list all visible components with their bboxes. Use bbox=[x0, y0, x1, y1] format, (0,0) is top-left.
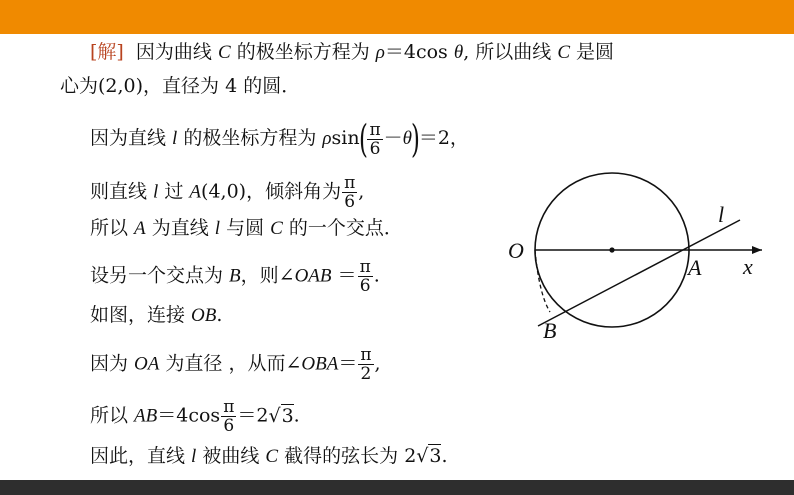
text: 心为(2,0)，直径为 4 的圆． bbox=[60, 75, 301, 97]
var-c: C bbox=[270, 218, 283, 239]
text: 如图，连接 bbox=[90, 304, 192, 326]
text: ＝2， bbox=[418, 127, 469, 149]
dashed-segment-ob bbox=[535, 250, 550, 312]
top-accent-bar bbox=[0, 0, 794, 34]
text: ＝4cos bbox=[157, 404, 221, 427]
text: . bbox=[441, 445, 448, 467]
text: 所以 bbox=[90, 404, 135, 427]
text: 为直线 bbox=[145, 217, 215, 239]
text: ＝2 bbox=[237, 404, 269, 427]
solution-line-6 bbox=[90, 258, 380, 295]
var-a: A bbox=[134, 218, 146, 239]
text: 因为 bbox=[90, 352, 135, 375]
fraction bbox=[367, 121, 382, 158]
solution-line-5 bbox=[90, 216, 403, 241]
sqrt-symbol: √ bbox=[268, 404, 281, 427]
fraction-denominator: 6 bbox=[369, 138, 381, 159]
var-oa: OA bbox=[134, 353, 160, 375]
text: 的一个交点． bbox=[282, 217, 403, 239]
text: , 所以曲线 bbox=[463, 41, 558, 63]
var-l: l bbox=[214, 218, 221, 239]
text: 为直径 ，从而∠ bbox=[159, 352, 302, 375]
text: 因为直线 bbox=[90, 127, 173, 149]
text: ＝ bbox=[331, 264, 357, 287]
sqrt bbox=[268, 404, 293, 428]
var-a: A bbox=[189, 181, 202, 203]
text: 是圆 bbox=[570, 41, 615, 63]
var-ob: OB bbox=[191, 305, 217, 326]
fraction-numerator: π bbox=[359, 257, 371, 277]
bottom-bar bbox=[0, 480, 794, 495]
var-ab: AB bbox=[134, 405, 158, 427]
var-l: l bbox=[153, 181, 159, 203]
var-theta: θ bbox=[453, 42, 464, 63]
var-rho: ρ bbox=[322, 128, 332, 149]
label-a: A bbox=[688, 255, 702, 280]
fraction-denominator: 6 bbox=[344, 192, 356, 212]
text: 则直线 bbox=[90, 180, 154, 203]
text: . bbox=[216, 304, 223, 326]
text: 截得的弦长为 2 bbox=[278, 445, 417, 467]
solution-label: [解] bbox=[90, 41, 124, 63]
solution-line-1 bbox=[90, 40, 614, 65]
x-axis-arrow bbox=[752, 246, 762, 254]
text: 的极坐标方程为 bbox=[177, 127, 323, 149]
var-c: C bbox=[557, 42, 570, 63]
text: ＝ bbox=[338, 352, 358, 375]
text: ，则∠ bbox=[240, 264, 295, 287]
solution-line-8 bbox=[90, 346, 381, 383]
solution-line-9 bbox=[90, 398, 300, 435]
text: (4,0)，倾斜角为 bbox=[201, 180, 342, 203]
solution-line-2 bbox=[60, 74, 300, 98]
sqrt-symbol: √ bbox=[416, 445, 429, 467]
var-oab: OAB bbox=[294, 265, 332, 287]
sin-text: sin bbox=[331, 127, 360, 149]
var-oba: OBA bbox=[301, 353, 339, 375]
var-c: C bbox=[217, 42, 231, 63]
fraction-numerator: π bbox=[223, 397, 235, 417]
text: 过 bbox=[158, 180, 190, 203]
var-l: l bbox=[172, 128, 178, 149]
fraction-denominator: 6 bbox=[223, 416, 235, 436]
label-l: l bbox=[718, 202, 725, 227]
var-c: C bbox=[265, 446, 279, 467]
fraction-numerator: π bbox=[360, 345, 372, 365]
text: . bbox=[293, 404, 300, 427]
text: 的极坐标方程为 bbox=[230, 41, 376, 63]
var-rho: ρ bbox=[375, 42, 385, 63]
sqrt-radicand: 3 bbox=[281, 404, 294, 427]
right-paren: ) bbox=[410, 117, 420, 161]
fraction-numerator: π bbox=[344, 173, 356, 193]
text: 因为曲线 bbox=[135, 41, 218, 63]
fraction-numerator: π bbox=[369, 119, 381, 140]
fraction-denominator: 2 bbox=[360, 364, 372, 384]
solution-line-10 bbox=[90, 444, 448, 469]
text: 设另一个交点为 bbox=[90, 264, 230, 287]
solution-line-7 bbox=[90, 303, 222, 328]
text: , bbox=[374, 352, 381, 375]
fraction-denominator: 6 bbox=[359, 276, 371, 296]
text: , bbox=[358, 180, 365, 203]
text: 因此，直线 bbox=[90, 445, 192, 467]
sqrt bbox=[416, 444, 441, 468]
text: . bbox=[373, 264, 380, 287]
text: 与圆 bbox=[220, 217, 271, 239]
var-b: B bbox=[229, 265, 241, 287]
sqrt-radicand: 3 bbox=[429, 445, 442, 467]
text: 被曲线 bbox=[196, 445, 266, 467]
text: － bbox=[383, 127, 403, 149]
fraction bbox=[358, 258, 373, 295]
fraction bbox=[358, 346, 373, 383]
var-l: l bbox=[191, 446, 197, 467]
var-theta: θ bbox=[402, 128, 412, 149]
left-paren: ( bbox=[358, 117, 368, 161]
solution-line-3 bbox=[90, 117, 469, 161]
label-b: B bbox=[543, 318, 557, 343]
label-x: x bbox=[743, 254, 753, 279]
center-point bbox=[609, 247, 614, 252]
geometry-figure bbox=[500, 168, 770, 348]
text: 所以 bbox=[90, 217, 135, 239]
solution-line-4 bbox=[90, 174, 364, 211]
text: ＝4cos bbox=[384, 41, 454, 63]
fraction bbox=[221, 398, 236, 435]
label-o: O bbox=[508, 238, 524, 263]
line-l bbox=[538, 220, 740, 326]
fraction bbox=[342, 174, 357, 211]
